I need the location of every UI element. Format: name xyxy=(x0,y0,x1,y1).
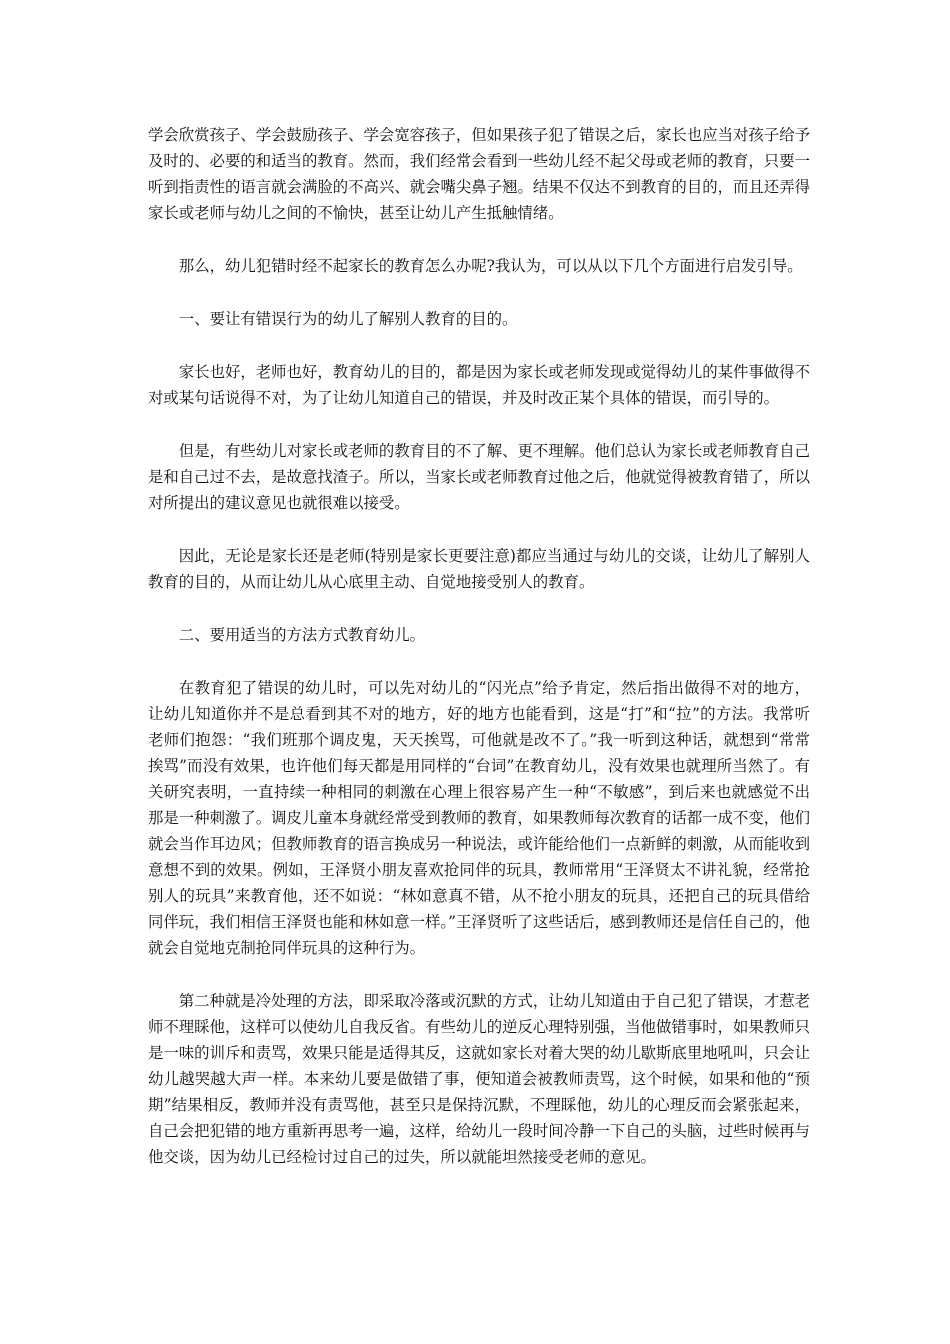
document-page xyxy=(148,122,810,1197)
paragraph-question: 那么，幼儿犯错时经不起家长的教育怎么办呢?我认为，可以从以下几个方面进行启发引导。 xyxy=(178,257,803,275)
paragraph-method-cold: 第二种就是冷处理的方法，即采取冷落或沉默的方式，让幼儿知道由于自己犯了错误，才惹老师不理睬他，这样可以使幼儿自我反省。有些幼儿的逆反心理特别强，当他做错事时，如果教师只是一味的训斥和责骂，效果只能是适得其反，这就如家长对着大哭的幼儿歇斯底里地吼叫，只会让幼儿越哭越大声一样。本来幼儿要是做错了事，便知道会被教师责骂，这个时候，如果和他的“预期”结果相反，教师并没有责骂他，甚至只是保持沉默，不理睬他，幼儿的心理反而会紧张起来，自己会把犯错的地方重新再思考一遍，这样，给幼儿一段时间冷静一下自己的头脑，过些时候再与他交谈，因为幼儿已经检讨过自己的过失，所以就能坦然接受老师的意见。 xyxy=(148,992,810,1166)
paragraph-intro: 学会欣赏孩子、学会鼓励孩子、学会宽容孩子，但如果孩子犯了错误之后，家长也应当对孩子给予及时的、必要的和适当的教育。然而，我们经常会看到一些幼儿经不起父母或老师的教育，只要一听到指责性的语言就会满脸的不高兴、就会嘴尖鼻子翘。结果不仅达不到教育的目的，而且还弄得家长或老师与幼儿之间的不愉快，甚至让幼儿产生抵触情绪。 xyxy=(148,126,810,222)
paragraph-method-praise: 在教育犯了错误的幼儿时，可以先对幼儿的“闪光点”给予肯定，然后指出做得不对的地方，让幼儿知道你并不是总看到其不对的地方，好的地方也能看到，这是“打”和“拉”的方法。我常听老师们抱怨：“我们班那个调皮鬼，天天挨骂，可他就是改不了。”我一听到这种话，就想到“常常挨骂”而没有效果，也许他们每天都是用同样的“台词”在教育幼儿，没有效果也就理所当然了。有关研究表明，一直持续一种相同的刺激在心理上很容易产生一种“不敏感”，到后来也就感觉不出那是一种刺激了。调皮儿童本身就经常受到教师的教育，如果教师每次教育的话都一成不变，他们就会当作耳边风；但教师教育的语言换成另一种说法，或许能给他们一点新鲜的刺激，从而能收到意想不到的效果。例如，王泽贤小朋友喜欢抢同伴的玩具，教师常用“王泽贤太不讲礼貌，经常抢别人的玩具”来教育他，还不如说：“林如意真不错，从不抢小朋友的玩具，还把自己的玩具借给同伴玩，我们相信王泽贤也能和林如意一样。”王泽贤听了这些话后，感到教师还是信任自己的，他就会自觉地克制抢同伴玩具的这种行为。 xyxy=(148,679,810,957)
section-heading-1: 一、要让有错误行为的幼儿了解别人教育的目的。 xyxy=(178,310,518,328)
paragraph-purpose: 家长也好，老师也好，教育幼儿的目的，都是因为家长或老师发现或觉得幼儿的某件事做得不对或某句话说得不对，为了让幼儿知道自己的错误，并及时改正某个具体的错误，而引导的。 xyxy=(148,363,810,407)
paragraph-conclusion-1: 因此，无论是家长还是老师(特别是家长更要注意)都应当通过与幼儿的交谈，让幼儿了解别人教育的目的，从而让幼儿从心底里主动、自觉地接受别人的教育。 xyxy=(148,547,810,591)
paragraph-misunderstanding: 但是，有些幼儿对家长或老师的教育目的不了解、更不理解。他们总认为家长或老师教育自己是和自己过不去，是故意找渣子。所以，当家长或老师教育过他之后，他就觉得被教育错了，所以对所提出的建议意见也就很难以接受。 xyxy=(148,442,810,512)
section-heading-2: 二、要用适当的方法方式教育幼儿。 xyxy=(178,626,426,644)
